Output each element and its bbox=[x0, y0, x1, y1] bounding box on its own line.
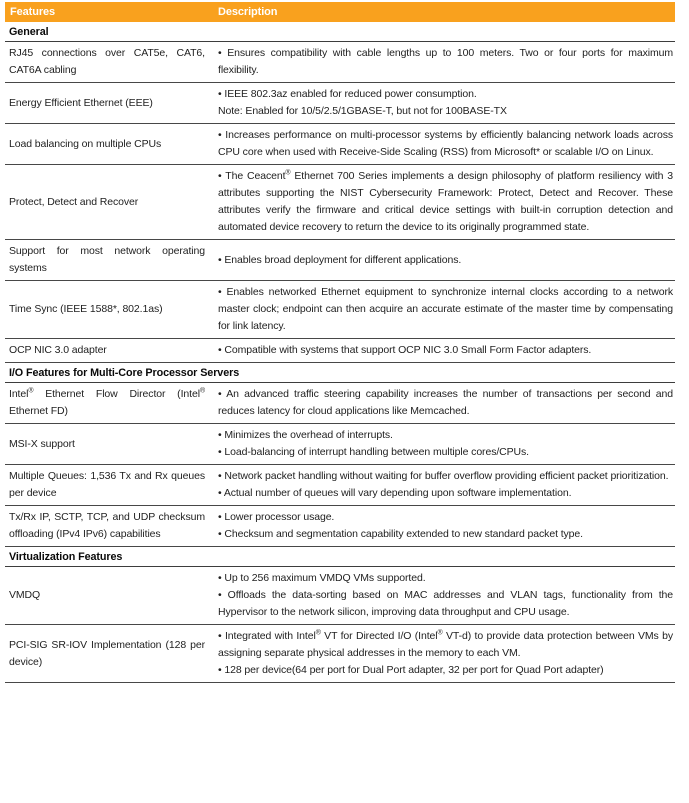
description-cell bbox=[213, 165, 675, 239]
description-item: • Up to 256 maximum VMDQ VMs supported. bbox=[218, 572, 426, 584]
section-header: General bbox=[5, 22, 675, 42]
description-item: • Minimizes the overhead of interrupts. bbox=[218, 429, 393, 441]
feature-text: OCP NIC 3.0 adapter bbox=[9, 344, 107, 356]
table-row bbox=[5, 383, 675, 424]
column-header-description: Description bbox=[218, 6, 278, 18]
table-row bbox=[5, 506, 675, 547]
description-item: • Actual number of queues will vary depending upon software implementation. bbox=[218, 487, 572, 499]
section-header: Virtualization Features bbox=[5, 547, 675, 567]
feature-text: Support for most network operating systems bbox=[9, 245, 205, 274]
section-header: I/O Features for Multi-Core Processor Servers bbox=[5, 363, 675, 383]
description-cell bbox=[213, 506, 675, 546]
table-row bbox=[5, 124, 675, 165]
feature-cell bbox=[5, 298, 213, 321]
feature-text: Energy Efficient Ethernet (EEE) bbox=[9, 96, 153, 109]
description-cell bbox=[213, 83, 675, 123]
feature-text: Intel® Ethernet Flow Director (Intel® Ethernet FD) bbox=[9, 387, 205, 417]
table-row bbox=[5, 625, 675, 683]
description-cell bbox=[213, 42, 675, 82]
feature-text: Tx/Rx IP, SCTP, TCP, and UDP checksum offloading (IPv4 IPv6) capabilities bbox=[9, 511, 205, 540]
feature-text: VMDQ bbox=[9, 589, 41, 601]
description-cell bbox=[213, 465, 675, 505]
description-cell bbox=[213, 625, 675, 682]
feature-cell bbox=[5, 634, 213, 674]
features-table bbox=[5, 2, 675, 683]
description-item: • Load-balancing of interrupt handling between multiple cores/CPUs. bbox=[218, 446, 529, 458]
description-item: • An advanced traffic steering capability increases the number of transactions per second and reduces latency for cloud applications like Memcached. bbox=[218, 388, 673, 417]
feature-text: Time Sync (IEEE 1588*, 802.1as) bbox=[9, 303, 163, 315]
description-cell bbox=[213, 281, 675, 338]
feature-cell bbox=[5, 240, 213, 280]
table-row bbox=[5, 165, 675, 240]
description-cell bbox=[213, 383, 675, 423]
description-cell bbox=[213, 124, 675, 164]
feature-text: Protect, Detect and Recover bbox=[9, 195, 139, 208]
feature-text: Load balancing on multiple CPUs bbox=[9, 137, 162, 150]
feature-cell bbox=[5, 383, 213, 423]
feature-text: RJ45 connections over CAT5e, CAT6, CAT6A cabling bbox=[9, 47, 205, 76]
description-cell bbox=[213, 249, 675, 272]
description-item: • Integrated with Intel® VT for Directed I/O (Intel® VT-d) to provide data protection between VMs by assigning separate physical addresses in the memory to each VM. bbox=[218, 629, 674, 659]
description-item: • Ensures compatibility with cable lengths up to 100 meters. Two or four ports for maximum flexibility. bbox=[218, 47, 673, 76]
description-item: • Enables broad deployment for different applications. bbox=[218, 253, 462, 266]
table-row bbox=[5, 83, 675, 124]
description-cell bbox=[213, 567, 675, 624]
description-item: • Compatible with systems that support OCP NIC 3.0 Small Form Factor adapters. bbox=[218, 344, 592, 356]
description-cell bbox=[213, 339, 675, 362]
description-item: • The Ceacent® Ethernet 700 Series implements a design philosophy of platform resiliency with 3 attributes supporting the NIST Cybersecurity Framework: Protect, Detect and Recover. These attributes verify the firmware and critical device settings with built-in corruption detection and automated device recovery to return the device to its originally programmed state. bbox=[218, 169, 673, 233]
table-row bbox=[5, 424, 675, 465]
description-item: • Enables networked Ethernet equipment to synchronize internal clocks according to a network master clock; endpoint can then acquire an accurate estimate of the master time by compensating for link latency. bbox=[218, 286, 673, 332]
description-cell bbox=[213, 424, 675, 464]
table-row bbox=[5, 42, 675, 83]
feature-text: MSI-X support bbox=[9, 437, 75, 450]
description-item: • 128 per device(64 per port for Dual Port adapter, 32 per port for Quad Port adapter) bbox=[218, 664, 604, 676]
feature-cell bbox=[5, 42, 213, 82]
table-row bbox=[5, 465, 675, 506]
description-item: • Lower processor usage. bbox=[218, 511, 335, 523]
table-body bbox=[5, 22, 675, 683]
feature-cell bbox=[5, 506, 213, 546]
feature-cell bbox=[5, 133, 213, 156]
description-item: Note: Enabled for 10/5/2.5/1GBASE-T, but not for 100BASE-TX bbox=[218, 105, 507, 117]
table-row bbox=[5, 339, 675, 363]
feature-text: PCI-SIG SR-IOV Implementation (128 per device) bbox=[9, 638, 205, 668]
feature-cell bbox=[5, 433, 213, 456]
description-item: • Offloads the data-sorting based on MAC addresses and VLAN tags, functionality from the Hypervisor to the network silicon, improving data throughput and CPU usage. bbox=[218, 589, 673, 618]
description-item: • Increases performance on multi-processor systems by efficiently balancing network loads across CPU core when used with Receive-Side Scaling (RSS) from Microsoft* or scalable I/O on Linux. bbox=[218, 129, 673, 158]
description-item: • IEEE 802.3az enabled for reduced power consumption. bbox=[218, 88, 477, 100]
feature-cell bbox=[5, 191, 213, 214]
feature-text: Multiple Queues: 1,536 Tx and Rx queues per device bbox=[9, 470, 205, 499]
description-item: • Checksum and segmentation capability extended to new standard packet type. bbox=[218, 528, 583, 540]
description-item: • Network packet handling without waiting for buffer overflow providing efficient packet prioritization. bbox=[218, 470, 669, 482]
table-row bbox=[5, 281, 675, 339]
feature-cell bbox=[5, 465, 213, 505]
feature-cell bbox=[5, 92, 213, 115]
table-header-row bbox=[5, 2, 675, 22]
column-header-features: Features bbox=[10, 6, 56, 18]
feature-cell bbox=[5, 339, 213, 362]
feature-cell bbox=[5, 584, 213, 607]
table-row bbox=[5, 567, 675, 625]
table-row bbox=[5, 240, 675, 281]
